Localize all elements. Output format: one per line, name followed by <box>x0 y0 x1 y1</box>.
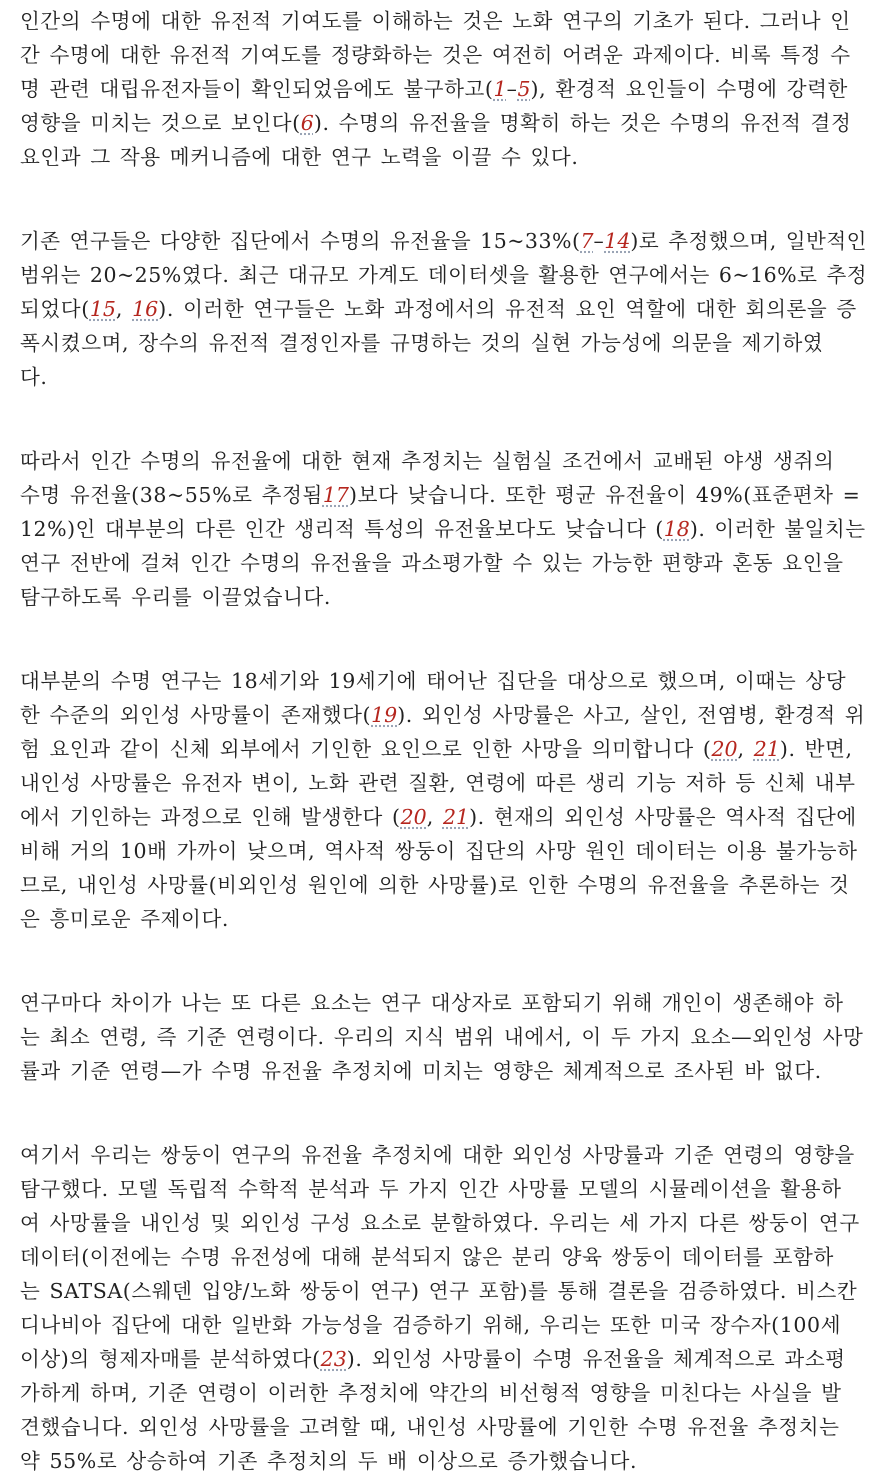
text-line <box>20 664 868 698</box>
text-segment: 견했습니다. 외인성 사망률을 고려할 때, 내인성 사망률에 기인한 수명 유전율 추정치는 <box>20 1415 840 1439</box>
text-line <box>20 1342 868 1376</box>
text-segment: 명 관련 대립유전자들이 확인되었음에도 불구하고( <box>20 77 494 101</box>
citation-link[interactable]: 18 <box>663 517 690 541</box>
text-segment: 므로, 내인성 사망률(비외인성 원인에 의한 사망률)로 인한 수명의 유전율을 추론하는 것 <box>20 873 850 897</box>
text-segment: 수명 유전율(38~55%로 추정됨 <box>20 483 323 507</box>
text-line <box>20 902 868 936</box>
citation-link[interactable]: 21 <box>442 805 470 829</box>
text-line <box>20 292 868 326</box>
text-line <box>20 834 868 868</box>
text-segment: ). 외인성 사망률은 사고, 살인, 전염병, 환경적 위 <box>397 703 866 727</box>
text-line <box>20 986 868 1020</box>
text-line <box>20 1054 868 1088</box>
text-segment: 약 55%로 상승하여 기존 추정치의 두 배 이상으로 증가했습니다. <box>20 1449 638 1473</box>
citation-link[interactable]: 19 <box>371 703 398 727</box>
text-segment: 탐구하도록 우리를 이끌었습니다. <box>20 585 331 609</box>
citation-link[interactable]: 7 <box>580 229 594 253</box>
text-segment: 기존 연구들은 다양한 집단에서 수명의 유전율을 15~33%( <box>20 229 581 253</box>
text-segment: 따라서 인간 수명의 유전율에 대한 현재 추정치는 실험실 조건에서 교배된 야생 생쥐의 <box>20 449 835 473</box>
citation-link[interactable]: 20 <box>400 805 427 829</box>
text-segment: ), 환경적 요인들이 수명에 강력한 <box>530 77 848 101</box>
text-segment: 영향을 미치는 것으로 보인다( <box>20 111 301 135</box>
text-segment: 되었다( <box>20 297 90 321</box>
citation-link[interactable]: 20 <box>711 737 738 761</box>
text-segment: ). 현재의 외인성 사망률은 역사적 집단에 <box>469 805 857 829</box>
text-line <box>20 1138 868 1172</box>
text-segment: 연구마다 차이가 나는 또 다른 요소는 연구 대상자로 포함되기 위해 개인이 생존해야 하 <box>20 991 844 1015</box>
text-line <box>20 444 868 478</box>
text-segment: 12%)인 대부분의 다른 인간 생리적 특성의 유전율보다도 낮습니다 ( <box>20 517 664 541</box>
text-line <box>20 1376 868 1410</box>
paragraph <box>20 664 868 936</box>
text-line <box>20 1308 868 1342</box>
text-line <box>20 800 868 834</box>
citation-link[interactable]: 23 <box>320 1347 347 1371</box>
text-line <box>20 698 868 732</box>
text-segment: 여 사망률을 내인성 및 외인성 구성 요소로 분할하였다. 우리는 세 가지 다른 쌍둥이 연구 <box>20 1211 860 1235</box>
citation-link[interactable]: 17 <box>322 483 349 507</box>
paragraph <box>20 986 868 1088</box>
text-line <box>20 258 868 292</box>
text-segment: 이상)의 형제자매를 분석하였다( <box>20 1347 321 1371</box>
text-segment: )보다 낮습니다. 또한 평균 유전율이 49%(표준편차 = <box>348 483 861 507</box>
text-line <box>20 360 868 394</box>
text-segment: 탐구했다. 모델 독립적 수학적 분석과 두 가지 인간 사망률 모델의 시뮬레이션을 활용하 <box>20 1177 842 1201</box>
text-line <box>20 106 868 140</box>
text-segment: 한 수준의 외인성 사망률이 존재했다( <box>20 703 372 727</box>
text-segment: 비해 거의 10배 가까이 낮으며, 역사적 쌍둥이 집단의 사망 원인 데이터는 이용 불가능하 <box>20 839 858 863</box>
text-segment: ). 이러한 불일치는 <box>689 517 866 541</box>
text-segment: 연구 전반에 걸쳐 인간 수명의 유전율을 과소평가할 수 있는 가능한 편향과 혼동 요인을 <box>20 551 844 575</box>
text-line <box>20 1410 868 1444</box>
text-segment: 디나비아 집단에 대한 일반화 가능성을 검증하기 위해, 우리는 또한 미국 장수자(100세 <box>20 1313 842 1337</box>
text-line <box>20 38 868 72</box>
citation-link[interactable]: 14 <box>604 229 631 253</box>
text-segment: – <box>593 229 605 253</box>
citation-link[interactable]: 16 <box>132 297 159 321</box>
text-segment: ). 반면, <box>779 737 853 761</box>
text-line <box>20 1172 868 1206</box>
text-segment: 요인과 그 작용 메커니즘에 대한 연구 노력을 이끌 수 있다. <box>20 145 579 169</box>
text-segment: 간 수명에 대한 유전적 기여도를 정량화하는 것은 여전히 어려운 과제이다. 비록 특정 수 <box>20 43 851 67</box>
text-line <box>20 868 868 902</box>
text-line <box>20 1274 868 1308</box>
text-line <box>20 1020 868 1054</box>
text-segment: 데이터(이전에는 수명 유전성에 대해 분석되지 않은 분리 양육 쌍둥이 데이터를 포함하 <box>20 1245 834 1269</box>
text-segment: – <box>506 77 518 101</box>
text-segment: 여기서 우리는 쌍둥이 연구의 유전율 추정치에 대한 외인성 사망률과 기준 연령의 영향을 <box>20 1143 855 1167</box>
text-segment: 에서 기인하는 과정으로 인해 발생한다 ( <box>20 805 401 829</box>
text-segment: , <box>115 297 133 321</box>
text-segment: )로 추정했으며, 일반적인 <box>630 229 867 253</box>
text-line <box>20 1444 868 1478</box>
text-line <box>20 1240 868 1274</box>
text-segment: , <box>426 805 443 829</box>
text-line <box>20 766 868 800</box>
paragraph <box>20 224 868 394</box>
text-segment: 폭시켰으며, 장수의 유전적 결정인자를 규명하는 것의 실현 가능성에 의문을 제기하였 <box>20 331 824 355</box>
text-line <box>20 512 868 546</box>
text-segment: ). 수명의 유전율을 명확히 하는 것은 수명의 유전적 결정 <box>313 111 852 135</box>
text-segment: 험 요인과 같이 신체 외부에서 기인한 요인으로 인한 사망을 의미합니다 ( <box>20 737 712 761</box>
text-line <box>20 4 868 38</box>
text-line <box>20 546 868 580</box>
text-line <box>20 478 868 512</box>
text-segment: 는 최소 연령, 즉 기준 연령이다. 우리의 지식 범위 내에서, 이 두 가지 요소—외인성 사망 <box>20 1025 864 1049</box>
text-segment: 내인성 사망률은 유전자 변이, 노화 관련 질환, 연령에 따른 생리 기능 저하 등 신체 내부 <box>20 771 856 795</box>
paragraph <box>20 4 868 174</box>
text-line <box>20 732 868 766</box>
text-segment: 률과 기준 연령—가 수명 유전율 추정치에 미치는 영향은 체계적으로 조사된 바 없다. <box>20 1059 822 1083</box>
paragraph <box>20 1138 868 1478</box>
text-segment: 인간의 수명에 대한 유전적 기여도를 이해하는 것은 노화 연구의 기초가 된다. 그러나 인 <box>20 9 851 33</box>
citation-link[interactable]: 21 <box>753 737 780 761</box>
text-line <box>20 326 868 360</box>
text-line <box>20 580 868 614</box>
text-line <box>20 1206 868 1240</box>
text-segment: ). 외인성 사망률이 수명 유전율을 체계적으로 과소평 <box>346 1347 846 1371</box>
text-line <box>20 72 868 106</box>
citation-link[interactable]: 15 <box>89 297 116 321</box>
text-segment: 대부분의 수명 연구는 18세기와 19세기에 태어난 집단을 대상으로 했으며, 이때는 상당 <box>20 669 847 693</box>
paragraph <box>20 444 868 614</box>
text-segment: ). 이러한 연구들은 노화 과정에서의 유전적 요인 역할에 대한 회의론을 증 <box>158 297 857 321</box>
citation-link[interactable]: 1 <box>493 77 507 101</box>
citation-link[interactable]: 6 <box>300 111 314 135</box>
text-line <box>20 224 868 258</box>
text-segment: 범위는 20~25%였다. 최근 대규모 가계도 데이터셋을 활용한 연구에서는 6~16%로 추정 <box>20 263 868 287</box>
text-segment: , <box>737 737 754 761</box>
text-segment: 가하게 하며, 기준 연령이 이러한 추정치에 약간의 비선형적 영향을 미친다는 사실을 발 <box>20 1381 842 1405</box>
text-segment: 다. <box>20 365 48 389</box>
text-segment: 은 흥미로운 주제이다. <box>20 907 229 931</box>
text-segment: 는 SATSA(스웨덴 입양/노화 쌍둥이 연구) 연구 포함)를 통해 결론을 검증하였다. 비스칸 <box>20 1279 858 1303</box>
text-line <box>20 140 868 174</box>
citation-link[interactable]: 5 <box>517 77 531 101</box>
